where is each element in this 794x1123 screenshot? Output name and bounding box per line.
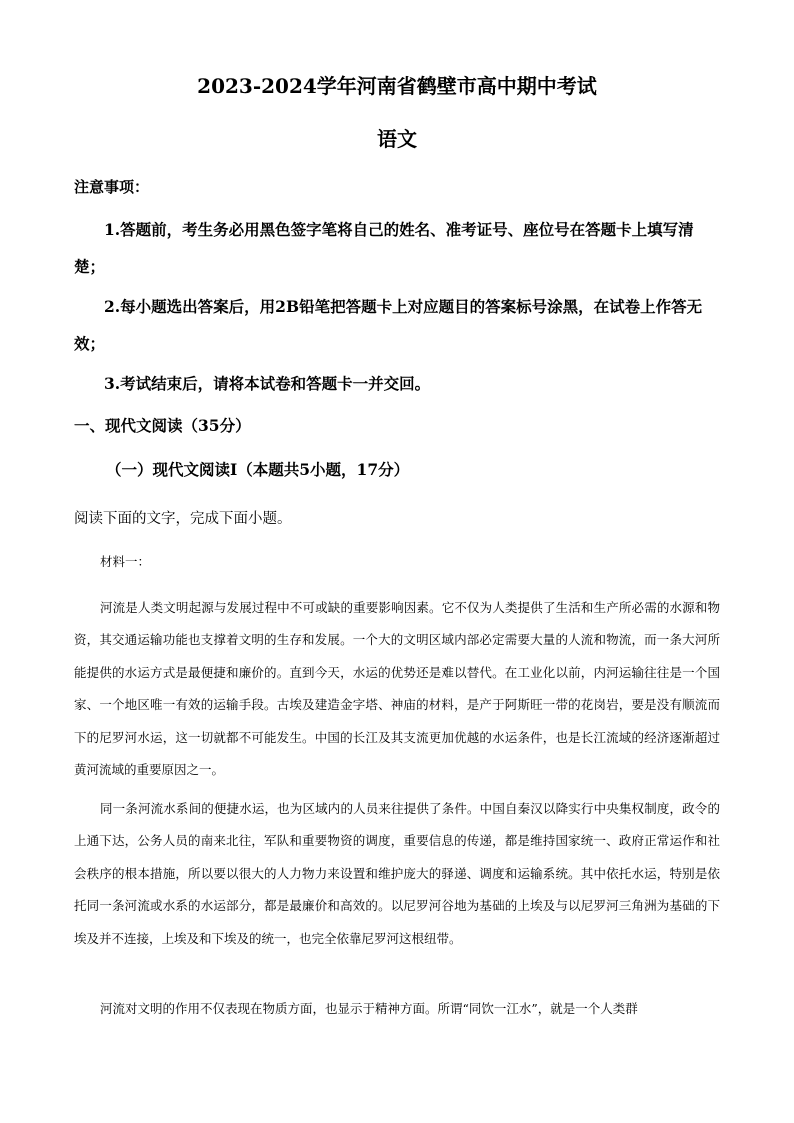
- sub-section-heading: （一）现代文阅读Ⅰ（本题共5小题，17分）: [106, 460, 410, 479]
- passage-paragraph-1: 河流是人类文明起源与发展过程中不可或缺的重要影响因素。它不仅为人类提供了生活和生产所必需的水源和物资，其交通运输功能也支撑着文明的生存和发展。一个大的文明区域内部必定需要大量的人流和物流，而一条大河所能提供的水运方式是最便捷和廉价的。直到今天，水运的优势还是难以替代。在工业化以前，内河运输往往是一个国家、一个地区唯一有效的运输手段。古埃及建造金字塔、神庙的材料，是产于阿斯旺一带的花岗岩，要是没有顺流而下的尼罗河水运，这一切就都不可能发生。中国的长江及其支流更加优越的水运条件，也是长江流域的经济逐渐超过黄河流域的重要原因之一。: [74, 600, 720, 778]
- subject-title: 语文: [377, 127, 417, 151]
- material-label: 材料一：: [100, 554, 151, 569]
- notice-item-1: 1.答题前，考生务必用黑色签字笔将自己的姓名、准考证号、座位号在答题卡上填写清楚；: [74, 220, 694, 276]
- notice-item-2: 2.每小题选出答案后，用2B铅笔把答题卡上对应题目的答案标号涂黑，在试卷上作答无效；: [74, 297, 703, 353]
- exam-title: 2023-2024学年河南省鹤壁市高中期中考试: [197, 74, 597, 98]
- passage-paragraph-2: 同一条河流水系间的便捷水运，也为区域内的人员来往提供了条件。中国自秦汉以降实行中央集权制度，政令的上通下达，公务人员的南来北往，军队和重要物资的调度，重要信息的传递，都是维持国家统一、政府正常运作和社会秩序的根本措施，所以要以很大的人力物力来设置和维护庞大的驿递、调度和运输系统。其中依托水运，特别是依托同一条河流或水系的水运部分，都是最廉价和高效的。以尼罗河谷地为基础的上埃及与以尼罗河三角洲为基础的下埃及并不连接，上埃及和下埃及的统一，也完全依靠尼罗河这根纽带。: [74, 801, 720, 946]
- passage-paragraph-3: 河流对文明的作用不仅表现在物质方面，也显示于精神方面。所谓“同饮一江水”，就是一个人类群: [100, 1001, 638, 1016]
- section-heading: 一、现代文阅读（35分）: [74, 416, 251, 435]
- notice-heading: 注意事项：: [74, 178, 150, 196]
- reading-instruction: 阅读下面的文字，完成下面小题。: [74, 511, 292, 527]
- notice-item-3: 3.考试结束后，请将本试卷和答题卡一并交回。: [104, 374, 431, 393]
